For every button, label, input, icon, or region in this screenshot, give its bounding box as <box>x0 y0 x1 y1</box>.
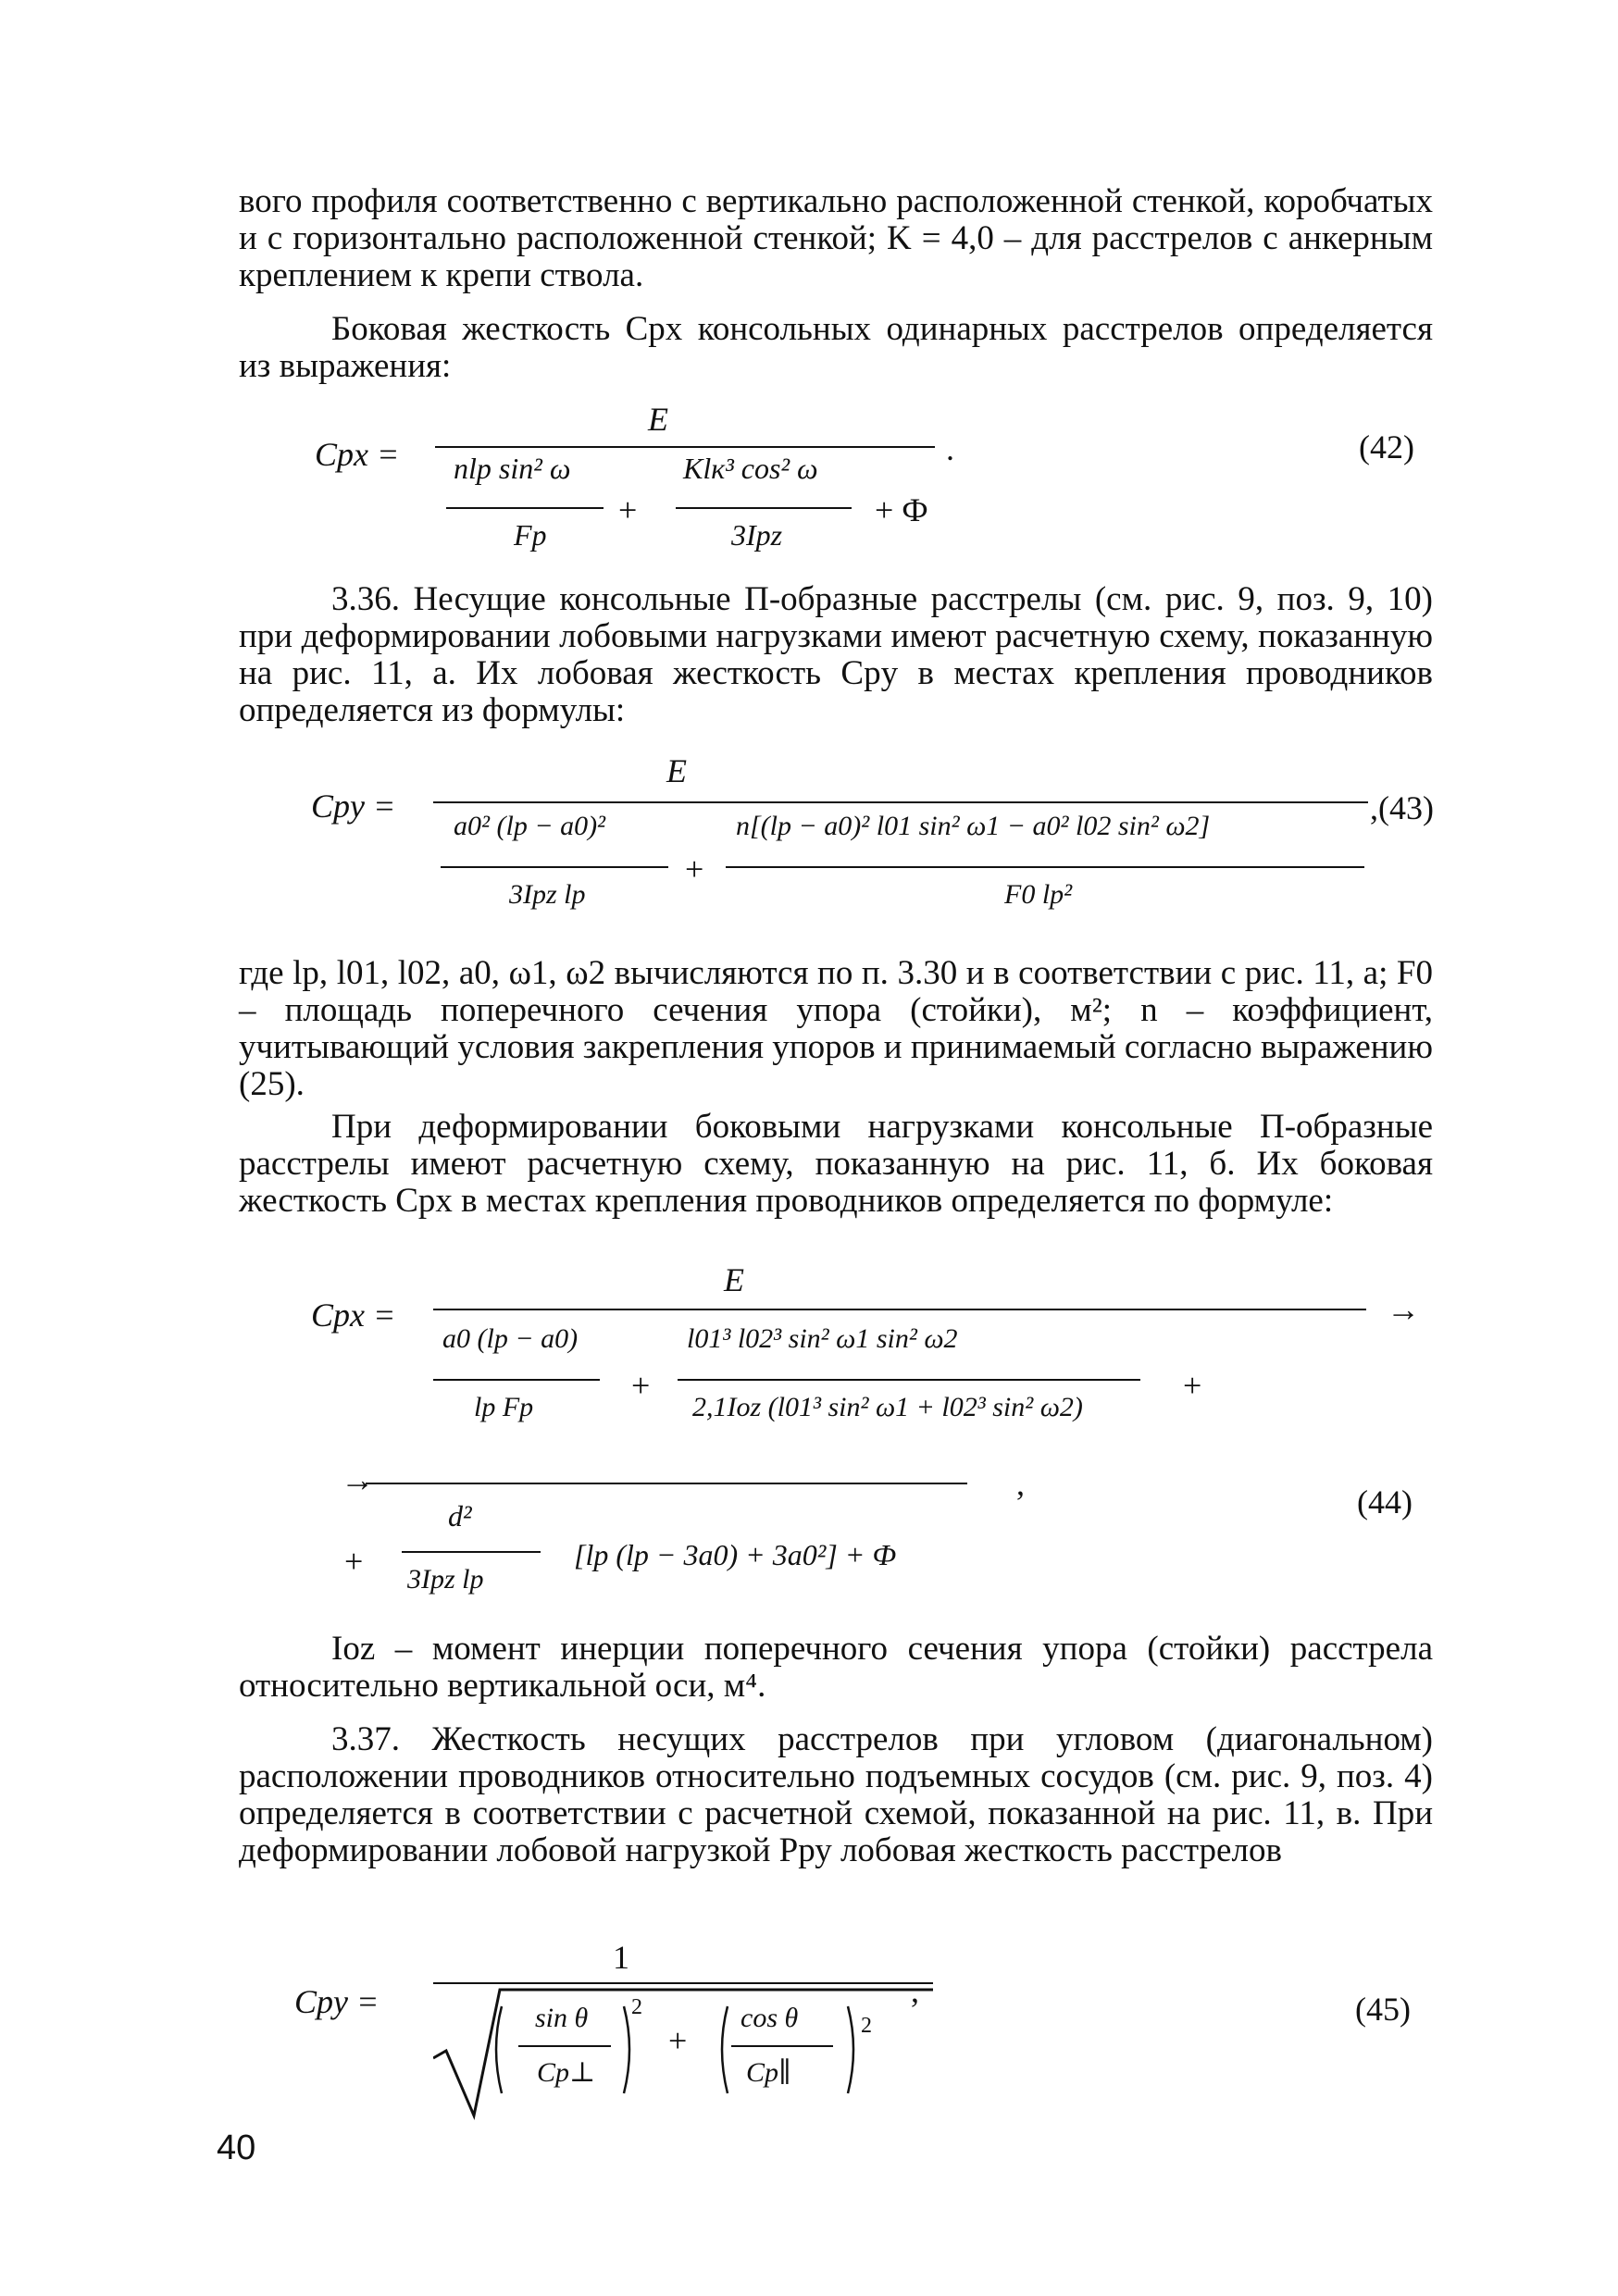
eq43-plus: + <box>685 850 704 887</box>
eq44-term2-bar <box>678 1379 1140 1381</box>
eq43-term2-num: n[(lp − a0)² l01 sin² ω1 − a0² l02 sin² ω2] <box>736 811 1211 841</box>
eq44-plus2: + <box>1183 1367 1202 1404</box>
eq45-t2-den: Cp∥ <box>746 2057 791 2088</box>
eq44-bracket: [lp (lp − 3a0) + 3a0²] + Ф <box>574 1538 897 1571</box>
eq45-t1-num: sin θ <box>535 2003 589 2033</box>
eq44-plus: + <box>631 1367 651 1404</box>
eq44-d2-den: 3Ipz lp <box>407 1564 484 1595</box>
eq44-comma: , <box>1016 1465 1025 1502</box>
eq43-number: ,(43) <box>1370 789 1434 826</box>
eq45-comma: , <box>911 1972 919 2009</box>
eq44-term1-bar <box>433 1379 600 1381</box>
eq42-number: (42) <box>1359 428 1414 465</box>
eq45-t1-bar <box>518 2045 611 2047</box>
eq45-sq2: 2 <box>861 2014 872 2038</box>
eq43-term1-num: a0² (lp − a0)² <box>454 811 606 841</box>
eq44-main-bar <box>433 1309 1366 1310</box>
eq44-arrow-start: → <box>341 1461 374 1498</box>
eq43-term1-bar <box>441 866 668 868</box>
eq45-t1-den: Cp⊥ <box>537 2057 596 2088</box>
eq43-main-bar <box>433 801 1368 803</box>
eq45-numerator: 1 <box>613 1939 629 1976</box>
eq42-term2-num: Klк³ cos² ω <box>683 452 818 485</box>
eq44-numerator: E <box>724 1261 744 1298</box>
eq42-lhs: Cpx = <box>315 436 400 473</box>
eq44-number: (44) <box>1357 1483 1413 1520</box>
eq45-number: (45) <box>1355 1991 1411 2028</box>
paragraph-continuation: вого профиля соответственно с вертикально расположенной стенкой, коробчатых и с горизонтально расположенной стенкой; K = 4,0 – для расстрелов с анкерным креплением к крепи ствола. <box>239 182 1433 294</box>
eq42-term1-bar <box>446 507 604 509</box>
eq44-term1-num: a0 (lp − a0) <box>442 1323 579 1354</box>
eq43-lhs: Cpy = <box>311 788 396 825</box>
eq42-end: . <box>946 430 954 467</box>
eq44-term2-num: l01³ l02³ sin² ω1 sin² ω2 <box>687 1323 958 1354</box>
eq45-t2-bar <box>731 2045 833 2047</box>
eq42-plus: + <box>618 491 638 528</box>
page-number: 40 <box>217 2128 256 2167</box>
eq45-plus: + <box>668 2022 688 2059</box>
eq42-term2-bar <box>676 507 852 509</box>
paragraph-where: где lp, l01, l02, a0, ω1, ω2 вычисляются по п. 3.30 и в соответствии с рис. 11, а; F0 – площадь поперечного сечения упора (стойки), м²; n – коэффициент, учитывающий условия закрепления упоров и принимаемый согласно выражению (25). <box>239 954 1433 1103</box>
paragraph-ioz: Ioz – момент инерции поперечного сечения упора (стойки) расстрела относительно вертикальной оси, м⁴. <box>239 1630 1433 1705</box>
paragraph-lateral-loads: При деформировании боковыми нагрузками консольные П-образные расстрелы имеют расчетную схему, показанную на рис. 11, б. Их боковая жесткость Cpx в местах крепления проводников определяется по формуле: <box>239 1108 1433 1220</box>
eq43-term1-den: 3Ipz lp <box>509 879 586 910</box>
eq42-term1-den: Fp <box>514 518 547 552</box>
eq44-lhs: Cpx = <box>311 1297 396 1334</box>
paragraph-3-36: 3.36. Несущие консольные П-образные расстрелы (см. рис. 9, поз. 9, 10) при деформировании лобовыми нагрузками имеют расчетную схему, показанную на рис. 11, а. Их лобовая жесткость Cpy в местах крепления проводников определяется из формулы: <box>239 580 1433 729</box>
eq44-plus3: + <box>344 1543 364 1580</box>
eq45-t2-num: cos θ <box>741 2003 799 2033</box>
eq43-term2-den: F0 lp² <box>1004 879 1073 910</box>
eq44-arrow-end: → <box>1387 1291 1420 1328</box>
eq44-second-bar <box>366 1483 967 1484</box>
eq45-sq1: 2 <box>631 1995 642 2019</box>
eq42-term1-num: nlp sin² ω <box>454 452 571 485</box>
eq45-lhs: Cpy = <box>294 1983 380 2020</box>
eq42-numerator: E <box>648 401 668 438</box>
eq43-term2-bar <box>726 866 1364 868</box>
eq42-main-bar <box>435 446 935 448</box>
eq42-tail: + Ф <box>875 491 928 528</box>
paragraph-3-37: 3.37. Жесткость несущих расстрелов при угловом (диагональном) расположении проводников относительно подъемных сосудов (см. рис. 9, поз. 4) определяется в соответствии с расчетной схемой, показанной на рис. 11, в. При деформировании лобовой нагрузкой Pру лобовая жесткость расстрелов <box>239 1720 1433 1869</box>
eq44-term1-den: lp Fp <box>474 1392 534 1422</box>
eq44-d2: d² <box>448 1499 472 1533</box>
eq44-d2-bar <box>402 1551 541 1553</box>
eq42-term2-den: 3Ipz <box>731 518 783 552</box>
eq43-numerator: E <box>666 752 687 789</box>
eq44-term2-den: 2,1Ioz (l01³ sin² ω1 + l02³ sin² ω2) <box>692 1392 1083 1422</box>
paragraph-lateral-stiffness: Боковая жесткость Cpx консольных одинарных расстрелов определяется из выражения: <box>239 310 1433 385</box>
